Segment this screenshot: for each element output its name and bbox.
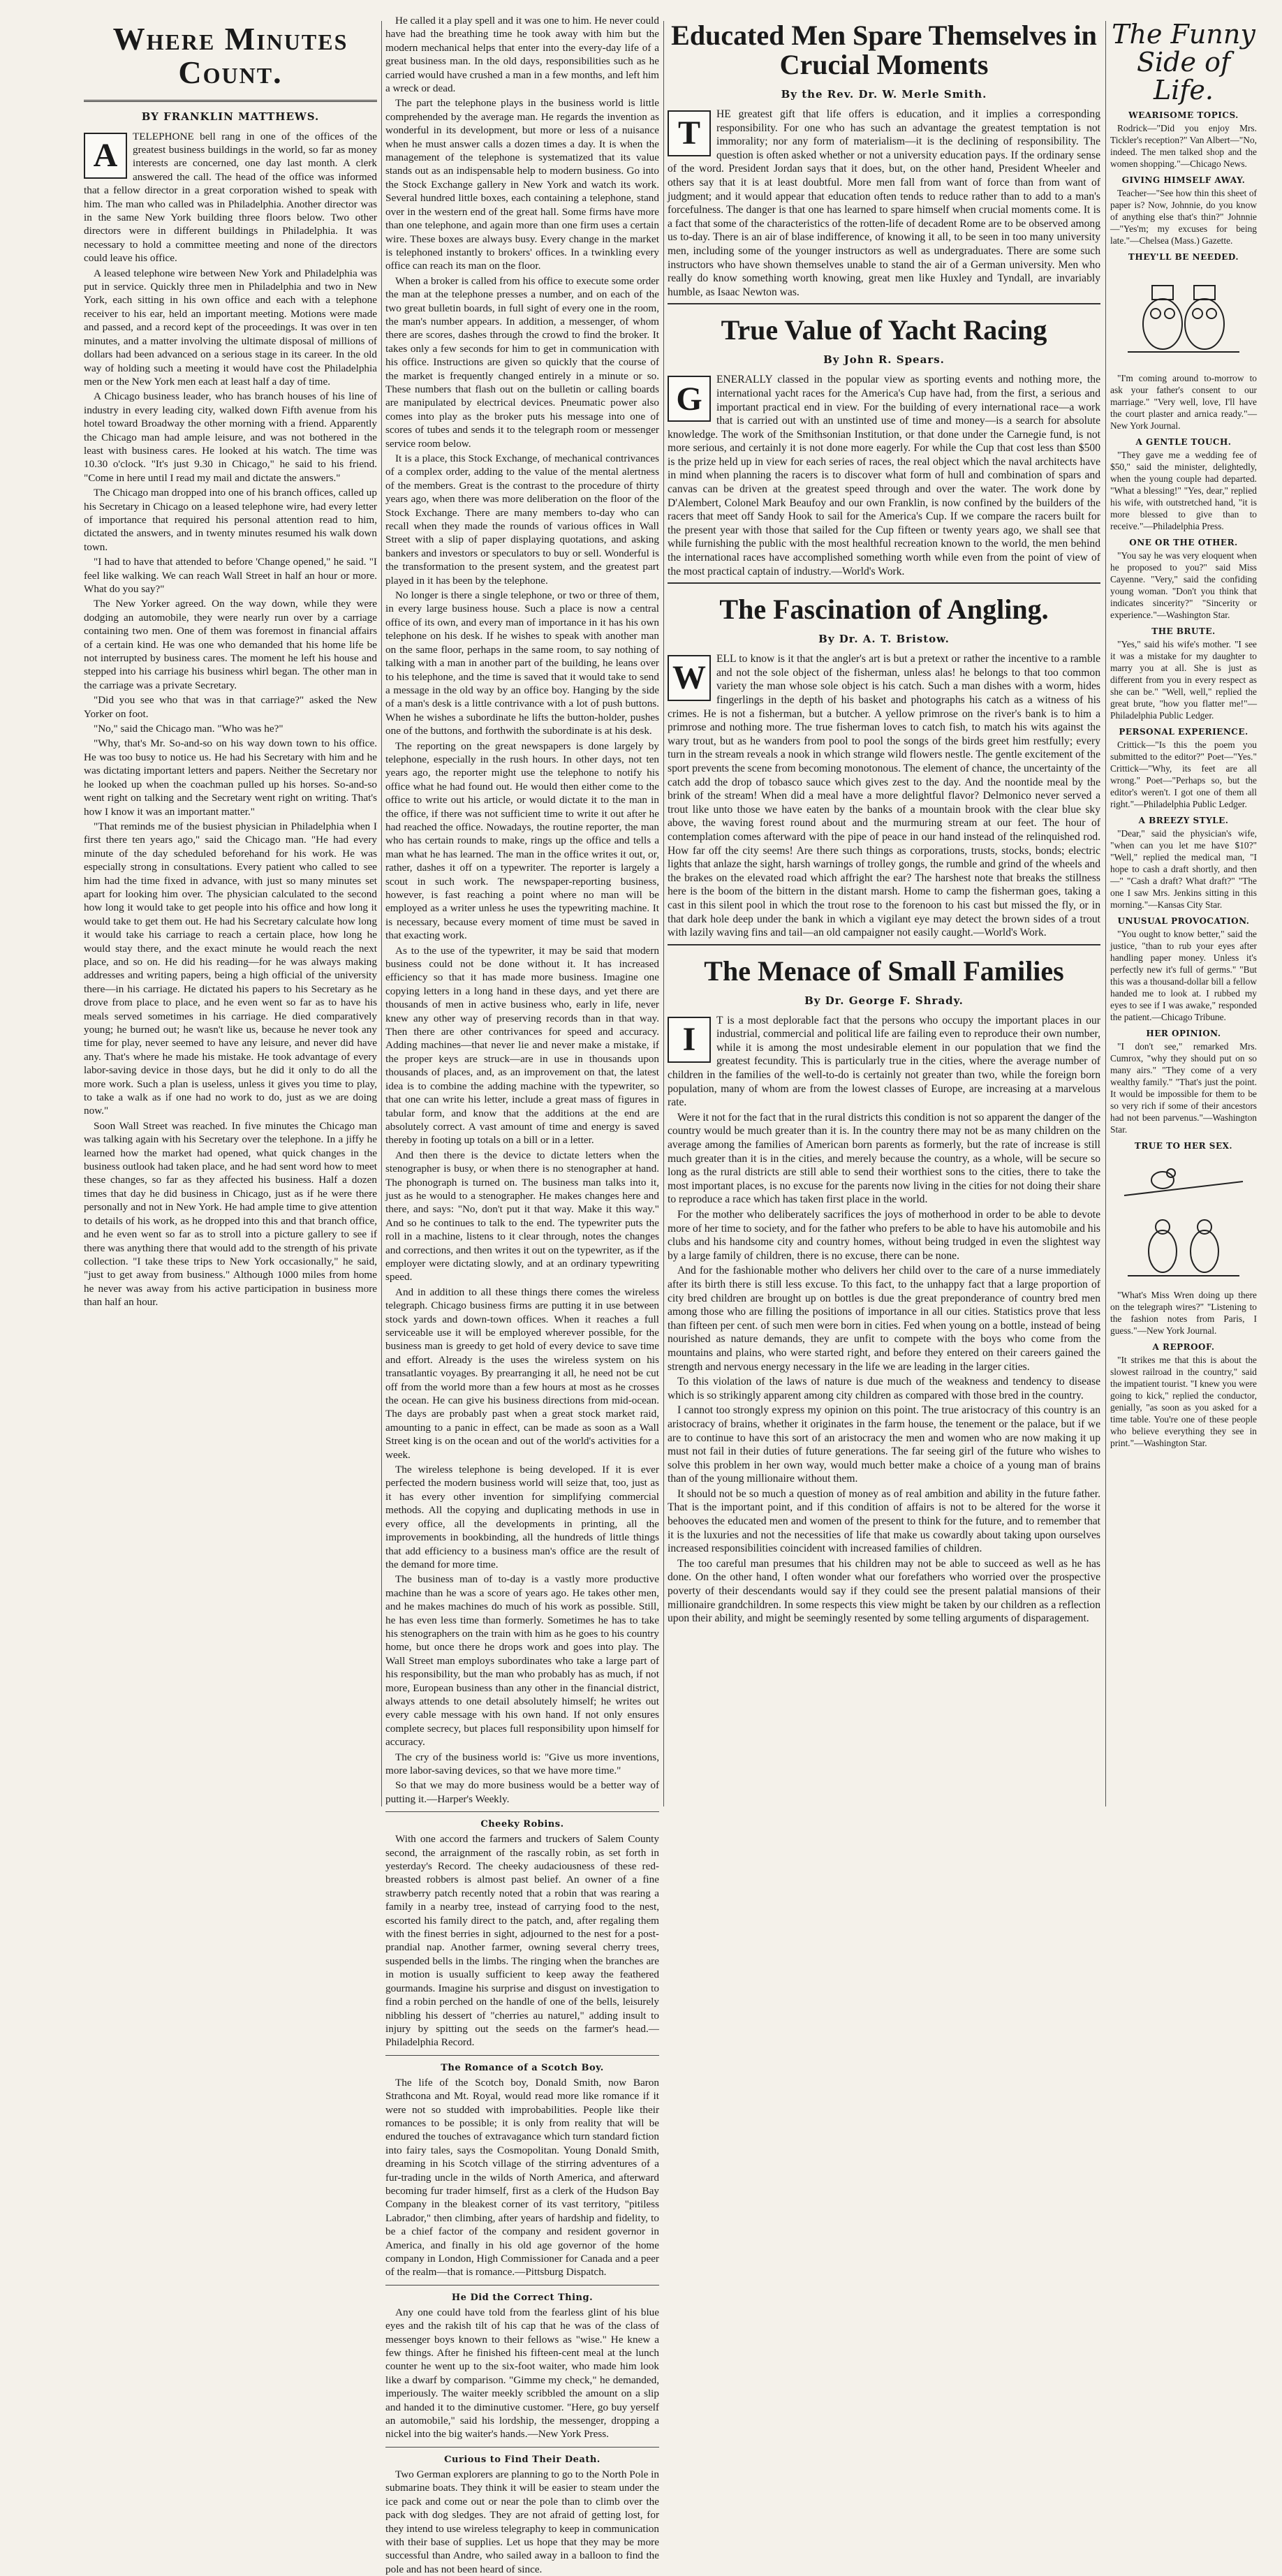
article-body	[668, 108, 1100, 299]
paragraph: "Yes," said his wife's mother. "I see it was a mistake for my daughter to marry you at all. She is just as different from you in every respect as she can be." "Well, well," replied the great brute, "how you flatter me!"—Philadelphia Public Ledger.	[1110, 638, 1257, 721]
joke-heading: WEARISOME TOPICS.	[1128, 110, 1239, 120]
paragraph: The too careful man presumes that his children may not be able to succeed as well as he has done. On the other hand, I often wonder what our forefathers who worried over the prospective poverty of their descendants would say if they could see the present palatial mansions of their millionaire grandchildren. In some respects this view might be taken by our children as a reflection upon their ability, and might be seemingly resented by some telling arguments of disparagement.	[668, 1557, 1100, 1625]
article-body	[84, 130, 377, 1309]
paragraph: He called it a play spell and it was one to him. He never could have had the breathing time he took away with him but the modern mechanical helps that enter into the every-day life of a great business man. In the old days, responsibilities such as he carried would have crushed a man in a few months, and left him a wreck or dead.	[385, 15, 659, 95]
joke-body	[1110, 372, 1257, 432]
drop-cap: I	[668, 1017, 711, 1063]
joke-heading: A REPROOF.	[1152, 1341, 1215, 1352]
paragraph: The reporting on the great newspapers is done largely by telephone, especially in the rush hours. In other days, not ten years ago, the reporter might use the telephone to notify his office what he had found out. He would then either come to the office to write out his article, or would dictate it to the man in the office, if there was not sufficient time to write it out after he had reached the office. Nowadays, the routine reporter, the man who has certain rounds to make, rings up the office and tells a man what he has learned. The man in the office writes it out, or, rather, dashes it off on a typewriter. The reporter is largely a scout in such work. The newspaper-reporting business, however, is fast reaching a point where no man will be employed as a writer unless he uses the typewriting machine. It is necessary, because every moment of time must be saved in that exacting work.	[385, 739, 659, 942]
owls-cartoon-icon	[1121, 265, 1246, 369]
story-divider	[385, 2447, 659, 2448]
joke-heading: UNUSUAL PROVOCATION.	[1117, 915, 1250, 926]
article-body	[668, 652, 1100, 939]
story-body	[385, 2306, 659, 2441]
joke-heading: HER OPINION.	[1146, 1028, 1221, 1038]
joke-heading: THEY'LL BE NEEDED.	[1128, 251, 1239, 262]
headline-where-minutes-count: Where Minutes Count.	[84, 14, 377, 102]
joke-heading: PERSONAL EXPERIENCE.	[1119, 726, 1248, 737]
paragraph: Rodrick—"Did you enjoy Mrs. Tickler's reception?" Van Albert—"No, indeed. The men talked shop and the women shopping."—Chicago News.	[1110, 122, 1257, 169]
joke-body	[1110, 187, 1257, 246]
joke-body	[1110, 1289, 1257, 1337]
newspaper-page	[14, 14, 1268, 2575]
paragraph: "I had to have that attended to before 'Change opened," he said. "I feel like walking. We can reach Wall Street in half an hour or more. What do you say?"	[84, 556, 377, 595]
joke-body	[1110, 739, 1257, 810]
paragraph: The cry of the business world is: "Give us more inventions, more labor-saving devices, so that we have more time."	[385, 1751, 659, 1776]
joke-body	[1110, 550, 1257, 621]
article-body	[668, 1014, 1100, 1626]
paragraph: The business man of to-day is a vastly more productive machine than he was a score of years ago. He takes other men, and he makes machines do much of his work as possible. Still, he has even less time than formerly. Sometimes he has to take his stenographers on the train with him as he goes to his country home, but once there he drops work and goes into play. The Wall Street man employs subordinates who take a large part of his responsibility, but the man who probably has as much, if not more, European business than any other in the financial district, always attends to one detail absolutely himself; he writes out every cable message with his own hand. If not only ensures complete secrecy, but places full responsibility upon himself for accuracy.	[385, 1573, 659, 1749]
joke-heading: A GENTLE TOUCH.	[1135, 436, 1232, 447]
joke-body	[1110, 928, 1257, 1023]
story-heading: The Romance of a Scotch Boy.	[441, 2062, 604, 2073]
story-body	[385, 1832, 659, 2049]
paragraph: It is a place, this Stock Exchange, of mechanical contrivances of a complex order, adding to the value of the mental alertness of the members. Great is the contrast to the procedure of thirty years ago, when there was more deliberation on the floor of the Stock Exchange. There are many members to-day who can recall when they made the rounds of various offices in Wall Street with a slip of paper displaying quotations, and asking bankers and investors or speculators to buy or sell. Wonderful is the transformation to the present system, and the greatest part played in it has been by the telephone.	[385, 452, 659, 587]
article-headline: True Value of Yacht Racing	[721, 314, 1047, 346]
paragraph-list	[84, 267, 377, 1309]
paragraph: And in addition to all these things there comes the wireless telegraph. Chicago business firms are putting it in use between stock yards and down-town offices. When it reaches a full serviceable use it will be employed wherever possible, for the business man is greedy to get hold of every device to save time and effort. Already is the uses the wireless system on his transatlantic voyages. By prearranging it all, he need not be cut off from the world more than a few hours at most as he crosses the ocean. He can give his business directions from mid-ocean. The days are probably past when a great stock market raid, amounting to a panic in effect, can be made as soon as a Wall Street king is on the ocean and out of the world's activities for a week.	[385, 1286, 659, 1461]
lead-block	[668, 373, 1100, 578]
lead-paragraph: T is a most deplorable fact that the persons who occupy the important places in our industrial, commercial and political life are failing even to reproduce their own number, while it is among the most undesirable element in our population that we find the greatest fecundity. This is particularly true in the cities, where the average number of children in the families of the well-to-do is certainly not greater than two, while the foreign born population, many of whom are from the lowest classes of Europe, are increasing at a marvelous rate.	[668, 1014, 1100, 1109]
birds-on-wire-cartoon-icon	[1121, 1154, 1246, 1286]
article-divider	[668, 582, 1100, 584]
lead-paragraph: ELL to know is it that the angler's art is but a pretext or rather the incentive to a ramble and not the sole object of the fisherman, unless alas! he belongs to that too common variety the man whose sole object is his catch. Such a man dishes with a worm, hides fingerlings in the depth of his basket and photographs his catch as a witness of his crimes. He is not a fisherman, but a butcher. A yellow primrose on the river's bank is to him a primrose and nothing more. The true fisherman loves to catch fish, to match his wits against the wary trout, but as he wanders from pool to pool the songs of the birds greet him restfully; every turn in the stream reveals a nook in which strange wild flowers nestle. The gentle excitement of the sport prevents the scene from becoming monotonous. The element of chance, the uncertainty of the catch add the drop of tobasco sauce which gives zest to the day. And the noontide meal by the brink of the stream! When did a meal have a more delightful flavor? Delmonico never served a trout like unto those we have eaten by the banks of a mountain brook with the clear blue sky above, the waving forest round about and the murmuring stream at our feet. The hour of contemplation comes afterward with the pipe of peace in our hand instead of the relinquished rod. How far off the city seems! Are there such things as corporations, trusts, stocks, bonds; electric lights that anlaze the sight, harsh warnings of trolley gongs, the rumble and grind of the wheels and the brakes on the elevated road which affright the ear? The harshest note that breaks the stillness here is the boom of the bittern in the distant marsh. Home to camp the fisherman goes, taking a cast in this silent pool in which the trout rose to the forenoon to his cast but missed the fly, or in that dark hole deep under the bank in which a vigilant eye may detect the brown sides of a trout with lazily waving fins and tail—an old campaigner not easily caught.—World's Work.	[668, 653, 1100, 939]
lead-block	[668, 108, 1100, 299]
byline: By the Rev. Dr. W. Merle Smith.	[781, 88, 987, 101]
paragraph: Crittick—"Is this the poem you submitted to the editor?" Poet—"Yes." Crittick—"Why, its feet are all wrong." Poet—"Perhaps so, but the editor's weren't. I got one of them all right."—Philadelphia Public Ledger.	[1110, 739, 1257, 809]
story-heading: He Did the Correct Thing.	[451, 2292, 594, 2303]
joke-heading: GIVING HIMSELF AWAY.	[1121, 175, 1246, 185]
article-headline: The Fascination of Angling.	[719, 594, 1049, 626]
drop-cap: T	[668, 110, 711, 156]
paragraph: No longer is there a single telephone, or two or three of them, in every large business house. Such a place is now a central office of its own, and every man of importance in it has his own telephone on his desk. If he wishes to speak with another man on the same floor, perhaps in the same room, to say nothing of talking with a man in another part of the building, he leans over to his telephone, and the time is saved that it would take to send a message in the old way by an office boy. Hanging by the side of a man's desk is a little contrivance with a lot of push buttons. When he wishes a subordinate he lifts the button-holder, pushes one of the buttons, and forthwith the subordinate is at his desk.	[385, 589, 659, 737]
story-heading: Cheeky Robins.	[480, 1819, 564, 1830]
paragraph: With one accord the farmers and truckers of Salem County second, the arraignment of the rascally robin, as set forth in yesterday's Record. The cheeky audaciousness of these red-breasted robbers is almost past belief. An owner of a fine strawberry patch recently noted that a robin that was rearing a family in a nearby tree, instead of carrying food to the nest, escorted his family direct to the patch, and, after regaling them with the finest berries in sight, adjourned to the nest for a post-prandial nap. Another farmer, owning several cherry trees, suspended bells in the limbs. The ringing when the branches are in motion is usually sufficient to keep away the feathered gourmands. Imagine his surprise and disgust on investigation to find a robin perched on the handle of one of the bells, leisurely nibbling his dessert of "cherries au naturel," adding insult to injury by spitting out the seeds on the farmer's head.—Philadelphia Record.	[385, 1833, 659, 2049]
joke-body	[1110, 1354, 1257, 1449]
headline-funny-side: The Funny Side of Life.	[1112, 19, 1255, 105]
paragraph: "They gave me a wedding fee of $50," said the minister, delightedly, when the young couple had departed. "What a blessing!" "Yes, dear," replied his wife, with outstretched hand, "it is more blessed to give than to receive."—Philadelphia Press.	[1110, 449, 1257, 531]
byline: By Dr. George F. Shrady.	[804, 994, 964, 1007]
story-divider	[385, 1811, 659, 1812]
paragraph: The life of the Scotch boy, Donald Smith, now Baron Strathcona and Mt. Royal, would read more like romance if it were not so studded with improbabilities. People like their romances to be possible; it is only from reality that will be endured the touches of extravagance which turn standard fiction into fairy tales, says the Cosmopolitan. Young Donald Smith, dreaming in his Scotch village of the stirring adventures of a fur-trading uncle in the wilds of North America, and afterward becoming fur trader himself, first as a clerk of the Hudson Bay Company in the bleakest corner of its vast territory, "pitiless Labrador," then climbing, after years of hardship and fidelity, to be a chief factor of the company and resident governor in America, and finally in his old age governor of the home company in London, High Commissioner for Canada and a peer of the realm—that is romance.—Pittsburg Dispatch.	[385, 2076, 659, 2279]
paragraph: Any one could have told from the fearless glint of his blue eyes and the rakish tilt of his cap that he was of the class of messenger boys known to their fellows as "wise." He knew a few things. After he finished his fifteen-cent meal at the lunch counter he went up to the six-foot waiter, who made him look like a dwarf by comparison. "Gimme my check," he demanded, imperiously. The waiter meekly scribbled the amount on a slip and handed it to the diminutive customer. "Here, go buy yerself an automobile," said his lordship, the messenger, dropping a nickel into the big waiter's hands.—New York Press.	[385, 2306, 659, 2441]
lead-paragraph: HE greatest gift that life offers is education, and it implies a corresponding responsibility. For one who has such an advantage the greatest temptation is not immorality; nor any form of materialism—it is the declining of responsibility. The question is often asked whether or not a university education pays. If the ordinary sense of the word. President Jordan says that it does, but, on the other hand, President Wheeler and others say that it is at least doubtful. More men fall from want of force than from want of judgment; and it would appear that education often tends to reduce rather than to add to a man's forcefulness. The danger is that one has learned to spare himself when crucial moments come. It is a fact that some of the characteristics of the rotten-life of decadent Rome are to be observed among us to-day. There is an air of blase indifference, of knowing it all, to be seen in too many university men, including some of the younger instructors as well as undergraduates. There are some such instructors who have shown themselves unable to stand the air of a German university. Men who really do know something worth knowing, great men like Huxley and Tyndall, are invariably humble, as Isaac Newton was.	[668, 108, 1100, 298]
paragraph: The wireless telephone is being developed. If it is ever perfected the modern business world will seize that, too, just as it has every other invention for simplifying commercial methods. All the copying and duplicating methods in use in every office, all the developments in printing, all the improvements in bookbinding, all the hundreds of little things that add efficiency to a business man's office are the result of the demand for more time.	[385, 1464, 659, 1570]
joke-body	[1110, 638, 1257, 721]
joke-heading: A BREEZY STYLE.	[1138, 815, 1229, 825]
paragraph: Were it not for the fact that in the rural districts this condition is not so apparent the danger of the country would be much greater than it is. In the country there may not be as many children on the average among the families of American born parents as formerly, but the rate of increase is still much greater than it is in the cities, and merely because the country, as a whole, will be secure so long as the rural districts are still able to send their worthiest sons to the cities, there to take the most important places, is no excuse for the parents now living in the cities for not doing their share to reproduce a race which has taken first place in the world.	[668, 1111, 1100, 1206]
joke-body	[1110, 449, 1257, 532]
paragraph: "Dear," said the physician's wife, "when can you let me have $10?" "Well," replied the medical man, "I hope to cash a draft shortly, and then—" "Cash a draft? What draft?" "The one I saw Mrs. Jenkins sitting in this morning."—Kansas City Star.	[1110, 827, 1257, 910]
paragraph: "Did you see who that was in that carriage?" asked the New Yorker on foot.	[84, 694, 377, 720]
paragraph: The Chicago man dropped into one of his branch offices, called up his Secretary in Chicago on a leased telephone wire, had every letter of importance that required his personal attention read to him, dictated the answers, and in twenty minutes resumed his walk down town.	[84, 487, 377, 553]
paragraph: The part the telephone plays in the business world is little comprehended by the average man. He regards the invention as wonderful in its development, but more or less of a nuisance when he must answer calls a dozen times a day. It is when the management of the telephone is systematized that its value stands out as an indispensable help to modern business. Go into the Stock Exchange gallery in New York and watch its work. Several hundred little boxes, each containing a telephone, stand over in the western end of the great hall. Some firms have more than one telephone, and again more than one firm uses a certain wire. These boxes are always busy. Every change in the market is telephoned instantly to brokers' offices. In a twinkling every office can reach its man on the floor.	[385, 97, 659, 272]
paragraph: To this violation of the laws of nature is due much of the weakness and tendency to disease which is so strikingly apparent among city children as compared with those bred in the country.	[668, 1376, 1100, 1401]
paragraph: It should not be so much a question of money as of real ambition and ability in the future father. That is the important point, and if this condition of affairs is not to be altered for the worse it behooves the educated men and women of the present to think for the future, and to remember that it is the luxuries and not the necessities of life that make us cowardly about taking upon ourselves increased responsibilities coincident with increased families of children.	[668, 1487, 1100, 1555]
paragraph: "I don't see," remarked Mrs. Cumrox, "why they should put on so many airs." "They come of a very wealthy family." "That's just the point. It would be impossible for them to be so very rich if some of their ancestors had not been parvenus."—Washington Star.	[1110, 1040, 1257, 1135]
joke-list	[1110, 110, 1257, 1449]
paragraph: "You ought to know better," said the justice, "than to rub your eyes after handling paper money. Unless it's perfectly new it's full of germs." "But this was a thousand-dollar bill a fellow handed me to look at. I rubbed my eyes to see if I was awake," responded the patient.—Chicago Tribune.	[1110, 928, 1257, 1022]
paragraph: "No," said the Chicago man. "Who was he?"	[94, 723, 283, 735]
column-rule	[381, 21, 382, 1806]
story-divider	[385, 2285, 659, 2286]
paragraph: A Chicago business leader, who has branch houses of his line of industry in every leading city, walked down Fifth avenue from his hotel toward Broadway the other morning with a friend. Apparently the Chicago man had ample leisure, and was not bothered in the least with business cares. He looked at his watch. The time was 10.30 o'clock. "It's just 9.30 in Chicago," he said to his friend. "Come in here until I read my mail and dictate the answers."	[84, 390, 377, 484]
paragraph: A leased telephone wire between New York and Philadelphia was put in service. Quickly three men in Philadelphia and two in New York, each sitting in his own office and each with a telephone receiver to his ear, held an important meeting. Motions were made and passed, and a record kept of the proceedings. It was over in ten minutes, and a matter involving the ultimate disposal of millions of dollars had been advanced on a serious stage in its career. In the old way of holding such a meeting it would have cost the Philadelphia men or the New York men each at least half a day of time.	[84, 267, 377, 388]
article-divider	[668, 303, 1100, 304]
column-continuation	[385, 14, 659, 2575]
drop-cap: G	[668, 376, 711, 422]
paragraph: When a broker is called from his office to execute some order the man at the telephone presses a number, and on each of the two great bulletin boards, in full sight of every one in the room, the man's number appears. In addition, a messenger, of whom there are scores, dashes through the crowd to find the broker. It takes only a few seconds for him to get in communication with his office. Instructions are given so quickly that the course of the market is frequently changed entirely in a minute or so. These numbers that flash out on the bulletin or calling boards are manipulated by electrical devices. Pneumatic power also comes into play as the broker puts his message into one of scores of tubes and sends it to the telegraph room or messenger service room below.	[385, 274, 659, 450]
paragraph: "What's Miss Wren doing up there on the telegraph wires?" "Listening to the fashion notes from Paris, I guess."—New York Journal.	[1110, 1289, 1257, 1336]
paragraph: And for the fashionable mother who delivers her child over to the care of a nurse immediately after its birth there is still less excuse. To this fact, to the unhappy fact that a large proportion of city bred children are brought up on bottles is due the great preponderance of country bred men among those who are filling the positions of importance in all our cities. Statistics prove that less than fifteen per cent. of such men were born in cities. Fed when young on a bottle, instead of being nourished as nature demands, they are unfit to compete with the boys who come from the mountains and plains, who were started right, and before they entered on their careers gained the strength and nervous energy necessary in the life we are leading in the larger cities.	[668, 1265, 1100, 1373]
paragraph: Teacher—"See how thin this sheet of paper is? Now, Johnnie, do you know of anything else that's thin?" Johnnie—"Yes'm; my excuses for being late."—Chelsea (Mass.) Gazette.	[1110, 187, 1257, 246]
lead-block	[668, 652, 1100, 939]
story-body	[385, 2468, 659, 2576]
paragraph: I cannot too strongly express my opinion on this point. The true aristocracy of this country is an aristocracy of brains, whether it originates in the farm house, the tenement or the palace, but if we are to continue to have this sort of an aristocracy the men and women who are now making it up must not fail in their duties of future generations. The far seeing girl of the future who wishes to solve this problem in her own way, would much better make a choice of a young man of brains than of the young millionaire without them.	[668, 1404, 1100, 1485]
joke-heading: THE BRUTE.	[1151, 626, 1216, 636]
column-rule	[1105, 21, 1106, 1806]
paragraph: "Why, that's Mr. So-and-so on his way down town to his office. He was too busy to notice us. He had his Secretary with him and he was dictating important letters and papers. Neither the Secretary nor he looked up when the coachman pulled up his horses. So-and-so went right on talking and the Secretary went right on writing. That's how I know it was an important matter."	[84, 737, 377, 818]
article-divider	[668, 944, 1100, 945]
paragraph: And then there is the device to dictate letters when the stenographer is busy, or when there is no stenographer at hand. The phonograph is turned on. The business man talks into it, just as he would to a stenographer. He makes changes here and there, and says: "No, don't put it that way. Make it this way." And so he continues to talk to the end. The typewriter puts the roll in a machine, listens to it clear through, notes the changes and corrections, and then writes it out on the typewriter, as if the employer were dictating slowly, and at an ordinary typewriting speed.	[385, 1149, 659, 1283]
paragraph: For the mother who deliberately sacrifices the joys of motherhood in order to be able to devote more of her time to society, and for the father who prefers to be able to have his automobile and his clubs and his handsome city and country homes, without being trudged in even the slightest way by a large family of children, there is no excuse, there can be none.	[668, 1209, 1100, 1262]
column-rule	[663, 21, 664, 1806]
byline: BY FRANKLIN MATTHEWS.	[141, 110, 320, 123]
short-stories	[385, 1811, 659, 2576]
joke-body	[1110, 1040, 1257, 1135]
paragraph: "I'm coming around to-morrow to ask your father's consent to our marriage." "Very well, love, I'll have the court plaster and arnica ready."—New York Journal.	[1110, 372, 1257, 431]
paragraph: "You say he was very eloquent when he proposed to you?" said Miss Cayenne. "Very," said the confiding young woman. "Don't you think that indicates sincerity?" "Sincerity or experience."—Washington Star.	[1110, 550, 1257, 620]
story-body	[385, 2076, 659, 2279]
article-headline: Educated Men Spare Themselves in Crucial Moments	[671, 20, 1097, 80]
story-divider	[385, 2055, 659, 2056]
article-headline: The Menace of Small Families	[704, 955, 1064, 987]
joke-heading: ONE OR THE OTHER.	[1129, 537, 1238, 547]
joke-body	[1110, 827, 1257, 911]
paragraph: "That reminds me of the busiest physician in Philadelphia when I first there ten years ago," said the Chicago man. "He had every minute of the day scheduled beforehand for his work. He was especially strong in consultations. Every patient who called to see him had the time fixed in advance, with just so many minutes set apart for looking him over. The physician calculated to the second how long it would take to get people into his office and how long it would take to get them out. He had his Secretary calculate how long it would take his carriage to reach a certain place, how long he would stay there, and the exact minute he would reach the next place, and so on. He did his reading—for he was always making addresses and writing papers, being a high official of the university there—in his carriage. He dictated his papers to his Secretary as he drove from place to place, and he even went so far as to have his meals served sometimes in his carriage. He died comparatively young; he burned out; he wasn't like us, because he never took any time for play, never seemed to have any leisure, and never did have any. That's where he made his mistake. He took advantage of every labor-saving device in those days, but he did it only to do all the more work. Such a plan is useless, unless it gives you time to play, to take a walk as if one had no work to do, just as we are doing now."	[84, 820, 377, 1117]
paragraph: So that we may do more business would be a better way of putting it.—Harper's Weekly.	[385, 1779, 659, 1805]
lead-paragraph: ENERALLY classed in the popular view as sporting events and nothing more, the international yacht races for the America's Cup have had, from the first, a serious and important practical end in view. For the building of every international race—a work that is carried out with an unstinted use of time and money—is a search for absolute knowledge. The work of the Smithsonian Institution, or that done under the Carnegie fund, is not more serious, and certainly it is not done more eagerly. For while the Cup that cost less than $500 is the prize held up in view for each series of races, the real object which the naval architects have in mind when planning the racers is to discover what form of hull and combination of spars and canvas can be driven at the greatest speed through and over the water. The work done by D'Alembert, Colonel Mark Beaufoy and our own Franklin, is now confined by the builders of the racers that meet off Sandy Hook to sail for the America's Cup. If we compare the racers built for the present year with those that sailed for the Cup fifteen or twenty years ago, we shall see that while furnishing the public with the most healthful recreation known to the world, the men behind the international races have accomplished something worth while even from the point of view of the most practical captain of industry.—World's Work.	[668, 374, 1100, 577]
article-body	[668, 373, 1100, 578]
column-where-minutes-count	[84, 14, 377, 1813]
column-funny-side	[1110, 14, 1257, 1813]
paragraph: "It strikes me that this is about the slowest railroad in the country," said the impatient tourist. "I knew you were going to kick," replied the conductor, genially, "as soon as you asked for a time table. You're one of these people who believe everything they see in print."—Washington Star.	[1110, 1354, 1257, 1448]
lead-paragraph: TELEPHONE bell rang in one of the offices of the greatest business buildings in the world, so far as money interests are concerned, one day last month. A clerk answered the call. The head of the office was informed that a fellow director in a great corporation wished to speak with him. The man who called was in Philadelphia. Another director was in the same New York building three floors below. Two other directors were in different buildings in Philadelphia. It was necessary to hold a committee meeting and none of the directors could leave his office.	[84, 130, 377, 265]
story-heading: Curious to Find Their Death.	[444, 2454, 601, 2465]
paragraph: Soon Wall Street was reached. In five minutes the Chicago man was talking again with his Secretary over the telephone. In a jiffy he learned how the market had opened, what quick changes in the business outlook had taken place, and he had sent word how to meet these changes, so far as they affected his business. Half a dozen times that day he did business in Chicago, just as if he were there personally and not in New York. He had ample time to give attention to details of his work, as he dropped into this and that branch office, and he even went so far as to stroll into a picture gallery to see if there was anything there that would add to the strength of his private collection. "I take these trips to New York occasionally," he said, "just to get away from business." Although 1000 miles from home he never was away from his active participation in business more than half an hour.	[84, 1119, 377, 1309]
joke-heading: TRUE TO HER SEX.	[1134, 1140, 1233, 1151]
lead-block	[668, 1014, 1100, 1110]
drop-cap: A	[84, 133, 127, 179]
paragraph: The New Yorker agreed. On the way down, while they were dodging an automobile, they were nearly run over by a carriage containing two men. One of them was foremost in financial affairs of a certain kind. He was one who demanded that his home life be not interrupted by business cares. The moment he left his house and stepped into his carriage his business whirl began. The other man in the carriage was a private Secretary.	[84, 598, 377, 691]
paragraph-list	[385, 14, 659, 1806]
byline: By John R. Spears.	[823, 353, 945, 367]
drop-cap: W	[668, 655, 711, 701]
column-essays	[668, 14, 1100, 1813]
joke-body	[1110, 122, 1257, 170]
paragraph: Two German explorers are planning to go to the North Pole in submarine boats. They think it will be easier to steam under the ice pack and come out or near the pole than to climb over the pack with dog sledges. They are not afraid of getting lost, for they intend to use wireless telegraphy to keep in communication with their base of supplies. Let us hope that they may be more successful than Andre, who sailed away in a balloon to find the pole and has not been heard of since.	[385, 2468, 659, 2575]
paragraph: As to the use of the typewriter, it may be said that modern business could not be done without it. It has increased efficiency so that it has made more business. Imagine one copying letters in a long hand in these days, and yet there are thousands of men in active business who, early in life, never knew any other way of preserving records than in that way. Then there are other contrivances for speed and accuracy. Adding machines—that never lie and never make a mistake, if the proper keys are struck—are in use in thousands upon thousands of places, and, as an improvement on that, the latest idea is to combine the adding machine with the typewriter, so that one can write his letter, include a great mass of figures in tabular form, and know that the additions at the end are absolutely correct. A vast amount of time and energy is saved thereby in footing up totals on a bill or in a letter.	[385, 944, 659, 1147]
byline: By Dr. A. T. Bristow.	[818, 633, 950, 646]
